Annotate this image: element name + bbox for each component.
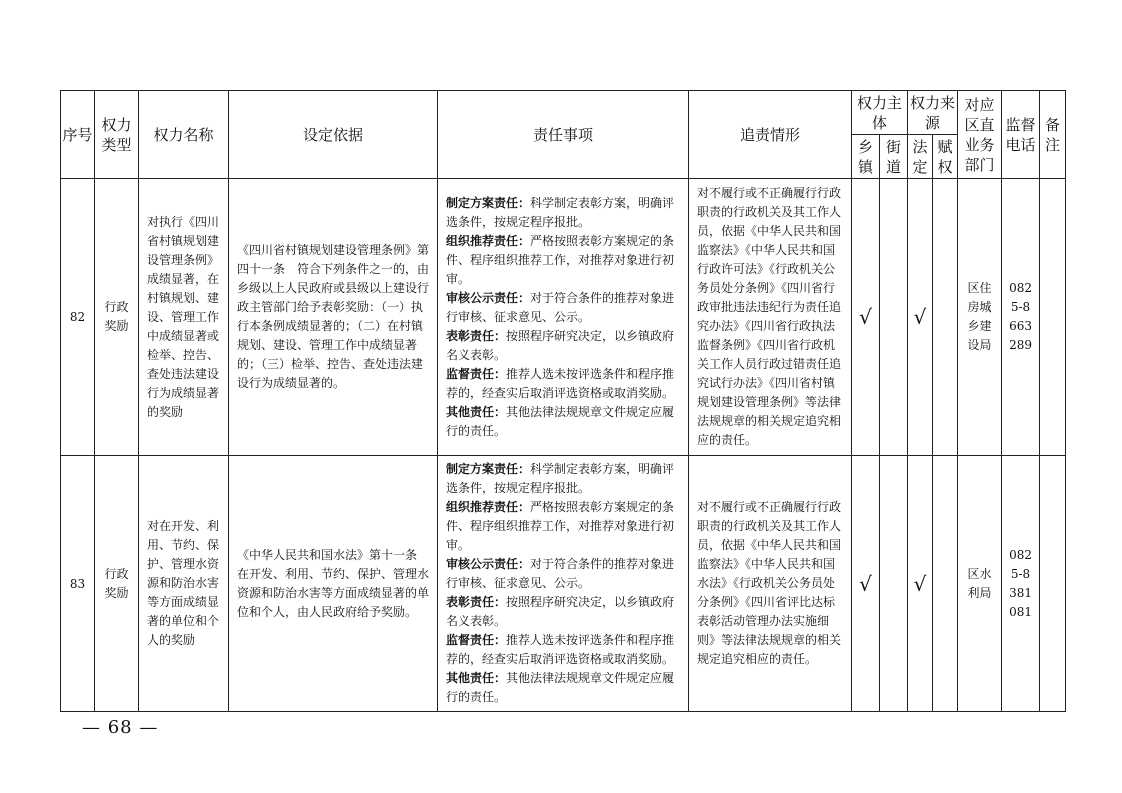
check-mark-grant	[933, 456, 958, 712]
header-subject-street: 街道	[880, 135, 908, 179]
resp-item: 监督责任：推荐人选未按评选条件和程序推荐的，经查实后取消评选资格或取消奖励。	[446, 633, 675, 666]
check-mark-legal: √	[908, 456, 933, 712]
header-phone: 监督电话	[1002, 91, 1040, 179]
power-list-table	[60, 90, 1066, 712]
row-basis: 《四川省村镇规划建设管理条例》第四十一条 符合下列条件之一的，由乡级以上人民政府或县级以上建设行政主管部门给予表彰奖励：（一）执行本条例成绩显著的；（二）在村镇规划、建设、管理工作中成绩显著的；（三）检举、控告、查处违法建设行为成绩显著的。	[229, 179, 438, 456]
table-row	[61, 456, 1066, 712]
header-remark: 备注	[1040, 91, 1066, 179]
check-mark-legal: √	[908, 179, 933, 456]
resp-item: 组织推荐责任：严格按照表彰方案规定的条件、程序组织推荐工作，对推荐对象进行初审。	[446, 233, 675, 286]
row-department: 区水利局	[958, 456, 1002, 712]
resp-item: 表彰责任：按照程序研究决定，以乡镇政府名义表彰。	[446, 328, 675, 362]
row-responsibility	[438, 456, 689, 712]
resp-item: 审核公示责任：对于符合条件的推荐对象进行审核、征求意见、公示。	[446, 290, 675, 324]
header-source-legal: 法定	[908, 135, 933, 179]
resp-item: 审核公示责任：对于符合条件的推荐对象进行审核、征求意见、公示。	[446, 557, 675, 590]
header-source-grant: 赋权	[933, 135, 958, 179]
check-mark-town: √	[852, 179, 880, 456]
row-name: 对在开发、利用、节约、保护、管理水资源和防治水害等方面成绩显著的单位和个人的奖励	[139, 456, 229, 712]
row-accountability: 对不履行或不正确履行行政职责的行政机关及其工作人员，依据《中华人民共和国监察法》《中华人民共和国行政许可法》《行政机关公务员处分条例》《四川省行政审批违法违纪行为责任追究办法》《四川省行政执法监督条例》《四川省行政机关工作人员行政过错责任追究试行办法》《四川省村镇规划建设管理条例》等法律法规规章的相关规定追究相应的责任。	[689, 179, 852, 456]
header-seq: 序号	[61, 91, 95, 179]
check-mark-street	[880, 179, 908, 456]
check-mark-street	[880, 456, 908, 712]
row-seq: 83	[61, 456, 95, 712]
row-phone: 0825-8663289	[1002, 179, 1040, 456]
resp-item: 监督责任：推荐人选未按评选条件和程序推荐的，经查实后取消评选资格或取消奖励。	[446, 366, 675, 400]
row-seq: 82	[61, 179, 95, 456]
header-basis: 设定依据	[229, 91, 438, 179]
header-subject: 权力主体	[852, 91, 908, 135]
check-mark-town: √	[852, 456, 880, 712]
resp-item: 制定方案责任：科学制定表彰方案，明确评选条件，按规定程序报批。	[446, 195, 675, 229]
row-remark	[1040, 179, 1066, 456]
resp-item: 其他责任：其他法律法规规章文件规定应履行的责任。	[446, 404, 675, 438]
header-source: 权力来源	[908, 91, 958, 135]
row-remark	[1040, 456, 1066, 712]
table-row	[61, 179, 1066, 456]
resp-item: 制定方案责任：科学制定表彰方案，明确评选条件，按规定程序报批。	[446, 462, 675, 495]
resp-item: 其他责任：其他法律法规规章文件规定应履行的责任。	[446, 671, 675, 704]
header-type: 权力类型	[95, 91, 139, 179]
row-accountability: 对不履行或不正确履行行政职责的行政机关及其工作人员，依据《中华人民共和国监察法》《中华人民共和国水法》《行政机关公务员处分条例》《四川省评比达标表彰活动管理办法实施细则》等法律法规规章的相关规定追究相应的责任。	[689, 456, 852, 712]
header-name: 权力名称	[139, 91, 229, 179]
header-department: 对应区直业务部门	[958, 91, 1002, 179]
resp-item: 组织推荐责任：严格按照表彰方案规定的条件、程序组织推荐工作，对推荐对象进行初审。	[446, 500, 675, 552]
resp-item: 表彰责任：按照程序研究决定，以乡镇政府名义表彰。	[446, 595, 675, 628]
row-basis: 《中华人民共和国水法》第十一条 在开发、利用、节约、保护、管理水资源和防治水害等方面成绩显著的单位和个人，由人民政府给予奖励。	[229, 456, 438, 712]
row-name: 对执行《四川省村镇规划建设管理条例》成绩显著，在村镇规划、建设、管理工作中成绩显著或检举、控告、查处违法建设行为成绩显著的奖励	[139, 179, 229, 456]
header-responsibility: 责任事项	[438, 91, 689, 179]
row-type: 行政奖励	[95, 179, 139, 456]
row-responsibility	[438, 179, 689, 456]
page-number: — 68 —	[82, 717, 159, 738]
header-accountability: 追责情形	[689, 91, 852, 179]
check-mark-grant	[933, 179, 958, 456]
row-phone: 0825-8381081	[1002, 456, 1040, 712]
row-department: 区住房城乡建设局	[958, 179, 1002, 456]
row-type: 行政奖励	[95, 456, 139, 712]
header-subject-town: 乡镇	[852, 135, 880, 179]
